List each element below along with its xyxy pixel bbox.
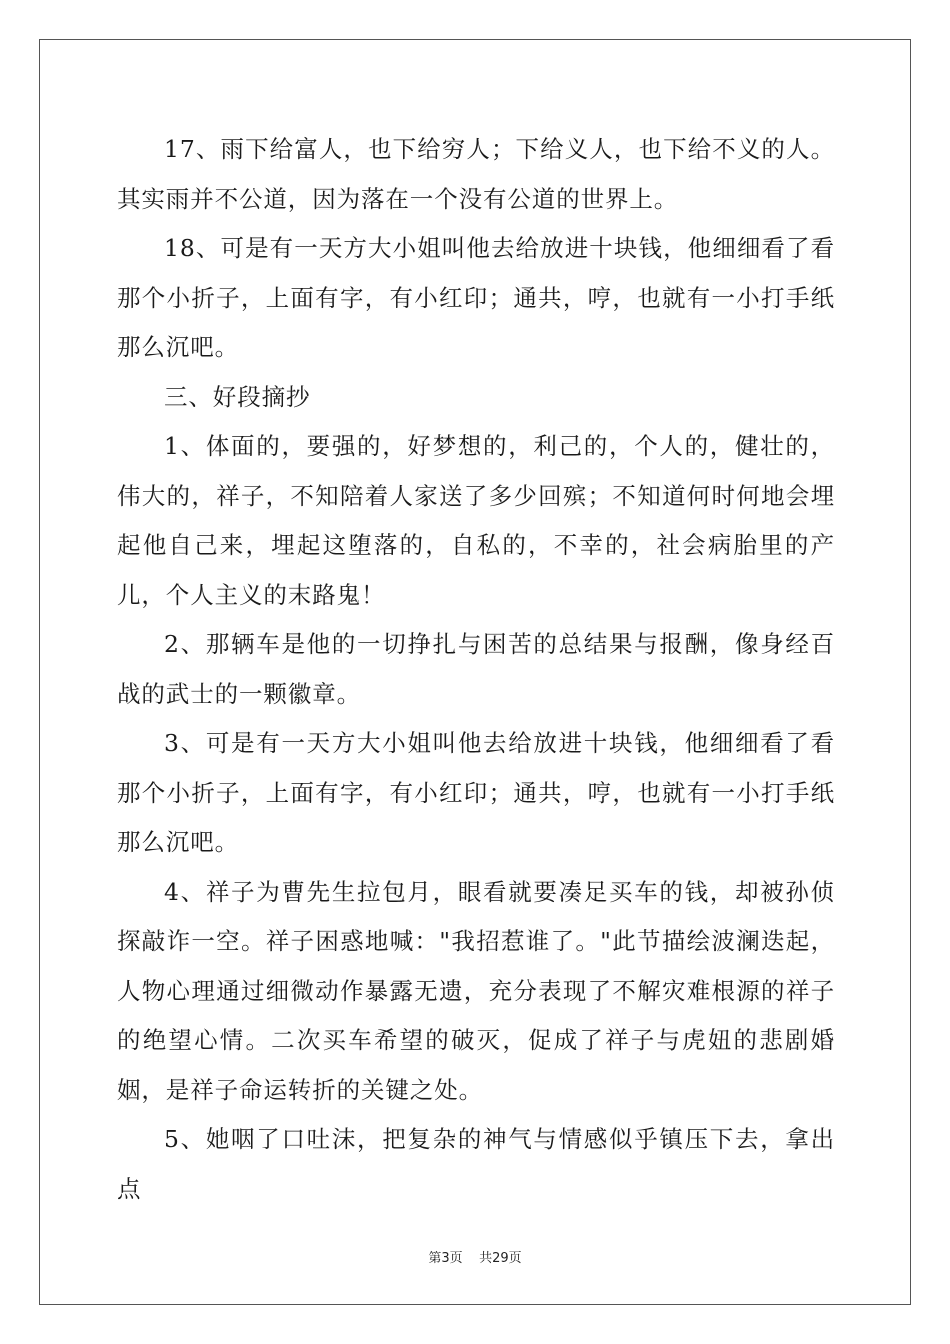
page-number: 第3页 <box>428 1251 463 1266</box>
paragraph-17: 17、雨下给富人，也下给穷人；下给义人，也下给不义的人。其实雨并不公道，因为落在一个没有公道的世界上。 <box>117 135 835 213</box>
paragraph-excerpt-1: 1、体面的，要强的，好梦想的，利己的，个人的，健壮的，伟大的，祥子，不知陪着人家送了多少回殡；不知道何时何地会埋起他自己来，埋起这堕落的，自私的，不幸的，社会病胎里的产儿，个人主义的末路鬼！ <box>117 432 835 609</box>
paragraph-excerpt-4: 4、祥子为曹先生拉包月，眼看就要凑足买车的钱，却被孙侦探敲诈一空。祥子困惑地喊："我招惹谁了。"此节描绘波澜迭起，人物心理通过细微动作暴露无遗，充分表现了不解灾难根源的祥子的绝望心情。二次买车希望的破灭，促成了祥子与虎妞的悲剧婚姻，是祥子命运转折的关键之处。 <box>117 877 835 1104</box>
section-heading: 三、好段摘抄 <box>164 382 311 411</box>
paragraph-excerpt-5: 5、她咽了口吐沫，把复杂的神气与情感似乎镇压下去，拿出点 <box>117 1125 835 1203</box>
paragraph-excerpt-2: 2、那辆车是他的一切挣扎与困苦的总结果与报酬，像身经百战的武士的一颗徽章。 <box>117 630 835 708</box>
total-pages: 共29页 <box>479 1251 522 1266</box>
paragraph-excerpt-3: 3、可是有一天方大小姐叫他去给放进十块钱，他细细看了看那个小折子，上面有字，有小红印；通共，哼，也就有一小打手纸那么沉吧。 <box>117 729 835 856</box>
document-body <box>117 125 835 1203</box>
paragraph-18: 18、可是有一天方大小姐叫他去给放进十块钱，他细细看了看那个小折子，上面有字，有小红印；通共，哼，也就有一小打手纸那么沉吧。 <box>117 234 835 361</box>
page-footer <box>0 1247 950 1266</box>
